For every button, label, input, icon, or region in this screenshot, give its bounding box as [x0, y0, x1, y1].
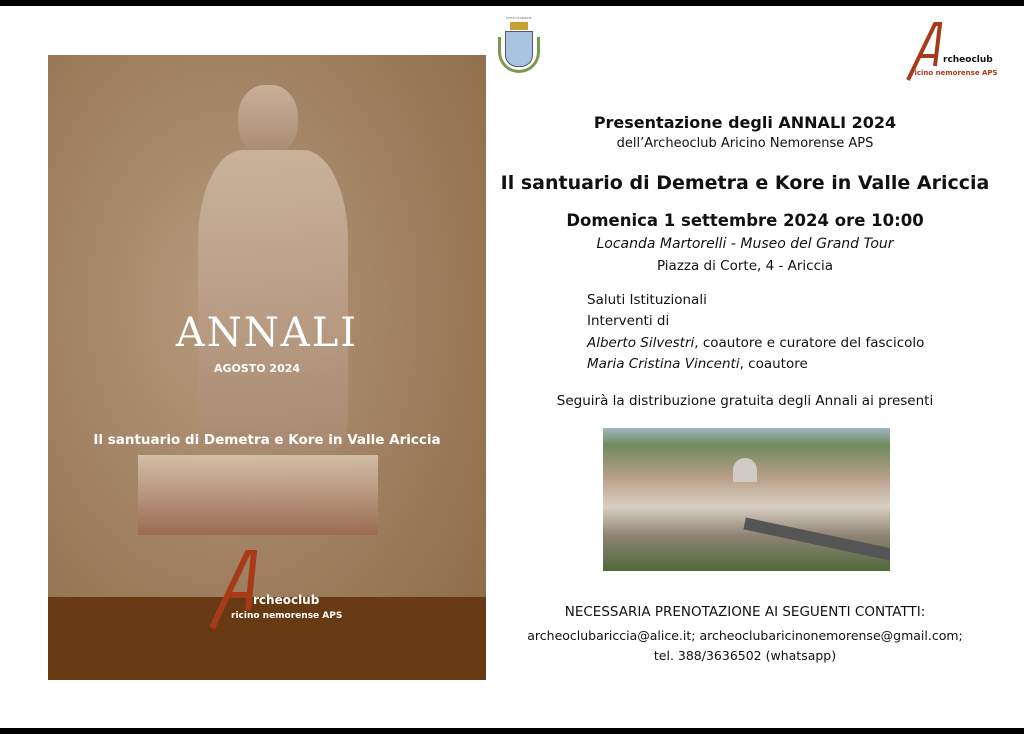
contact-emails: archeoclubariccia@alice.it; archeoclubaricinonemorense@gmail.com; [527, 628, 963, 643]
program-item: Interventi di [587, 313, 670, 329]
logo-main: rcheoclub [943, 55, 993, 65]
dome [733, 458, 757, 482]
cover-title: ANNALI [175, 310, 359, 356]
statue-head [238, 85, 298, 155]
statue-base [138, 455, 378, 535]
event-note: Seguirà la distribuzione gratuita degli Annali ai presenti [556, 393, 934, 409]
program-item: Maria Cristina Vincenti, coautore [587, 356, 808, 372]
logo-sub: ricino nemorense APS [911, 69, 998, 77]
program-item: Alberto Silvestri, coautore e curatore del fascicolo [587, 335, 925, 351]
event-title: Il santuario di Demetra e Kore in Valle Ariccia [500, 172, 990, 194]
cover-logo-main: rcheoclub [253, 593, 320, 607]
archeoclub-logo [905, 22, 1024, 84]
bottom-bar [0, 728, 1024, 734]
event-heading: Presentazione degli ANNALI 2024 [593, 113, 897, 132]
event-datetime: Domenica 1 settembre 2024 ore 10:00 [566, 211, 924, 230]
crown-icon [510, 22, 528, 30]
cover-subtitle: Il santuario di Demetra e Kore in Valle Ariccia [93, 432, 441, 448]
cover-date: AGOSTO 2024 [213, 362, 301, 375]
cover-logo-sub: ricino nemorense APS [231, 611, 343, 621]
bridge [743, 518, 890, 561]
program-item: Saluti Istituzionali [587, 292, 707, 308]
event-address: Piazza di Corte, 4 - Ariccia [656, 258, 834, 274]
event-subheading: dell’Archeoclub Aricino Nemorense APS [616, 136, 874, 151]
booking-heading: NECESSARIA PRENOTAZIONE AI SEGUENTI CONTATTI: [564, 604, 926, 620]
event-venue: Locanda Martorelli - Museo del Grand Tour [596, 236, 894, 252]
laurel-icon [498, 37, 540, 73]
contact-phone: tel. 388/3636502 (whatsapp) [653, 648, 837, 663]
book-cover [48, 55, 486, 680]
crest-caption: CITTÀ DI ARICCIA [506, 16, 532, 20]
top-bar [0, 0, 1024, 6]
municipality-crest [497, 16, 541, 88]
statue-body [198, 150, 348, 450]
aerial-photo-ariccia [603, 428, 890, 571]
